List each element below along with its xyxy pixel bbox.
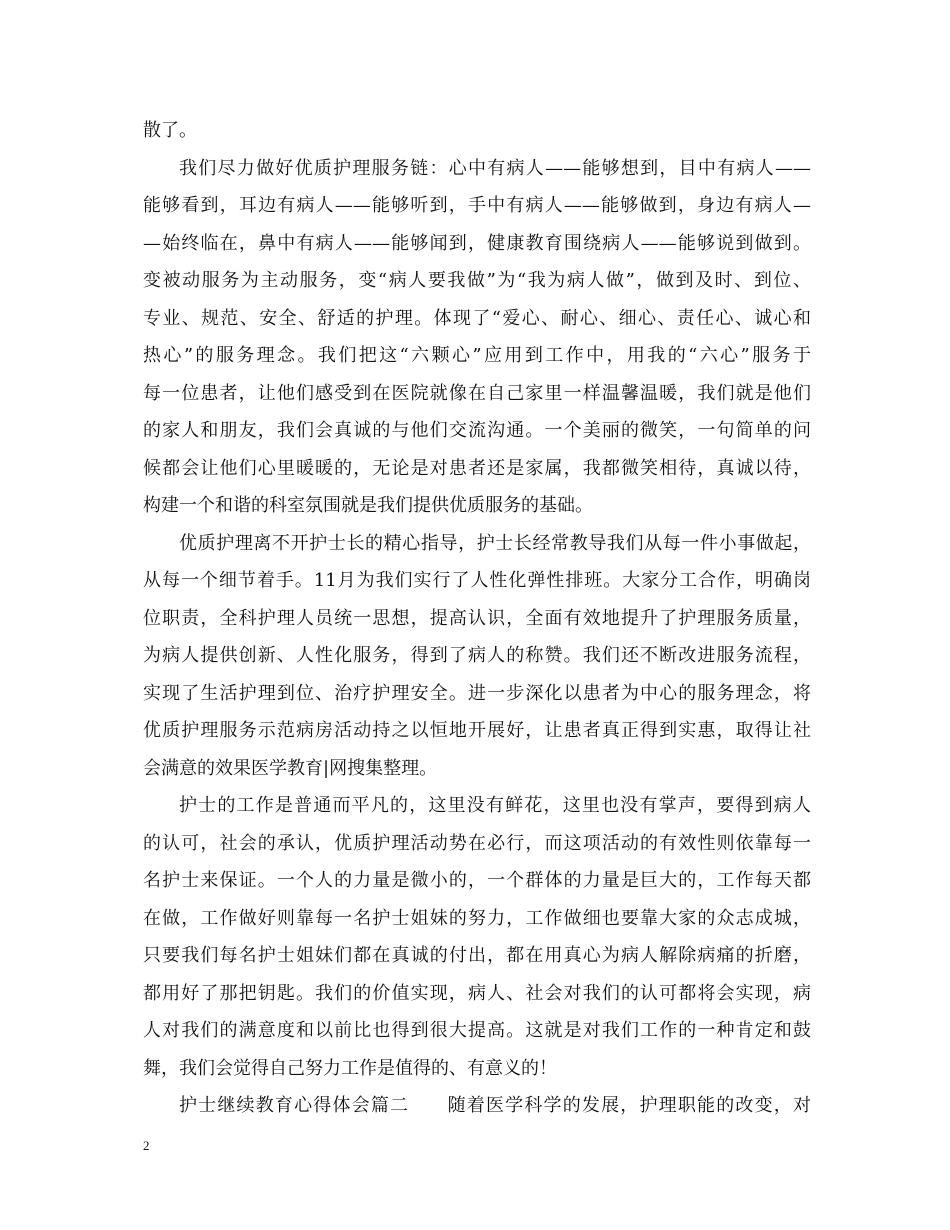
text-line: 护士继续教育心得体会篇二 随着医学科学的发展，护理职能的改变，对 [179, 1095, 811, 1116]
text-line: 只要我们每名护士姐妹们都在真诚的付出，都在用真心为病人解除病痛的折磨， [143, 945, 811, 966]
text-line: 都用好了那把钥匙。我们的价值实现，病人、社会对我们的认可都将会实现，病 [143, 982, 811, 1004]
text-line: 的家人和朋友，我们会真诚的与他们交流沟通。一个美丽的微笑，一句简单的问 [143, 420, 811, 441]
text-line: 变被动服务为主动服务，变“病人要我做”为“我为病人做”，做到及时、到位、 [143, 270, 811, 291]
text-line: 构建一个和谐的科室氛围就是我们提供优质服务的基础。 [143, 495, 593, 516]
text-line: 会满意的效果医学教育|网搜集整理。 [143, 757, 438, 779]
text-line: 优质护理服务示范病房活动持之以恒地开展好，让患者真正得到实惠，取得让社 [143, 720, 811, 741]
text-line: 专业、规范、安全、舒适的护理。体现了“爱心、耐心、细心、责任心、诚心和 [143, 307, 811, 329]
text-line: 从每一个细节着手。11月为我们实行了人性化弹性排班。大家分工合作，明确岗 [143, 570, 811, 591]
text-line: 我们尽力做好优质护理服务链：心中有病人——能够想到，目中有病人—— [179, 157, 811, 179]
text-line: 能够看到，耳边有病人——能够听到，手中有病人——能够做到，身边有病人— [143, 195, 811, 216]
text-line: 的认可，社会的承认，优质护理活动势在必行，而这项活动的有效性则依靠每一 [143, 832, 811, 854]
text-line: 为病人提供创新、人性化服务，得到了病人的称赞。我们还不断改进服务流程， [143, 645, 811, 666]
text-line: 护士的工作是普通而平凡的，这里没有鲜花，这里也没有掌声，要得到病人 [179, 795, 811, 816]
text-line: 实现了生活护理到位、治疗护理安全。进一步深化以患者为中心的服务理念，将 [143, 682, 811, 704]
text-line: 舞，我们会觉得自己努力工作是值得的、有意义的！ [143, 1057, 557, 1079]
text-line: —始终临在，鼻中有病人——能够闻到，健康教育围绕病人——能够说到做到。 [143, 232, 811, 254]
page-number: 2 [143, 1138, 150, 1153]
text-line: 每一位患者，让他们感受到在医院就像在自己家里一样温馨温暖，我们就是他们 [143, 382, 811, 404]
text-line: 在做，工作做好则靠每一名护士姐妹的努力，工作做细也要靠大家的众志成城， [143, 907, 811, 929]
text-line: 位职责，全科护理人员统一思想，提高认识，全面有效地提升了护理服务质量， [143, 607, 811, 629]
text-line: 优质护理离不开护士长的精心指导，护士长经常教导我们从每一件小事做起， [179, 532, 811, 554]
text-line: 散了。 [143, 120, 197, 141]
text-line: 人对我们的满意度和以前比也得到很大提高。这就是对我们工作的一种肯定和鼓 [143, 1020, 811, 1041]
document-body [143, 112, 811, 1125]
text-line: 候都会让他们心里暖暖的，无论是对患者还是家属，我都微笑相待，真诚以待， [143, 457, 811, 479]
text-line: 名护士来保证。一个人的力量是微小的，一个群体的力量是巨大的，工作每天都 [143, 870, 811, 891]
text-line: 热心”的服务理念。我们把这“六颗心”应用到工作中，用我的“六心”服务于 [143, 345, 811, 366]
